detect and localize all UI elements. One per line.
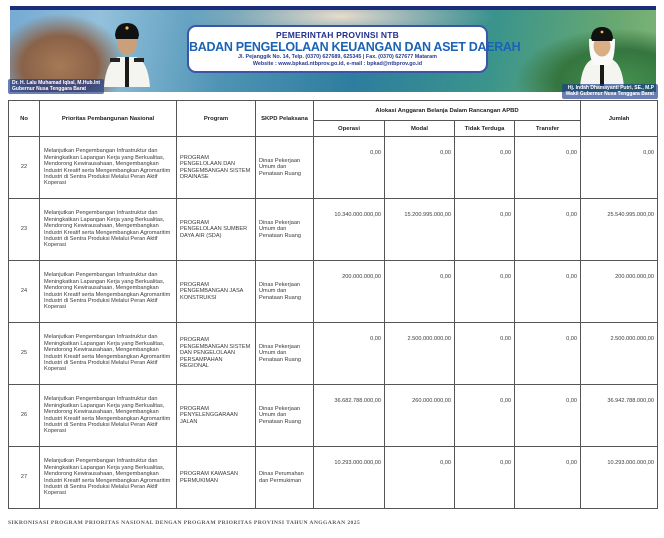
vice-governor-name: Hj. Indah Dhamayanti Putri, SE., M.P <box>567 84 654 91</box>
cell-no: 23 <box>9 199 40 261</box>
cell-transfer: 0,00 <box>515 447 581 509</box>
cell-modal: 0,00 <box>385 137 455 199</box>
cell-program: PROGRAM PENGEMBANGAN JASA KONSTRUKSI <box>177 261 256 323</box>
cell-tidak-terduga: 0,00 <box>455 137 515 199</box>
governor-figure-icon <box>98 15 156 87</box>
col-header-modal: Modal <box>385 121 455 137</box>
col-header-no: No <box>9 101 40 137</box>
cell-skpd: Dinas Pekerjaan Umum dan Penataan Ruang <box>256 323 314 385</box>
cell-prioritas: Melanjutkan Pengembangan Infrastruktur dan Meningkatkan Lapangan Kerja yang Berkualitas, Mendorong Kewirausahaan, Mengembangkan Industri Kreatif serta Mengembangkan Agromaritim Industri di Sentra Produksi Melalui Peran Aktif Koperasi <box>40 261 177 323</box>
cell-jumlah: 36.942.788.000,00 <box>581 385 658 447</box>
cell-tidak-terduga: 0,00 <box>455 261 515 323</box>
vice-governor-photo <box>576 19 628 92</box>
col-header-prioritas: Prioritas Pembangunan Nasional <box>40 101 177 137</box>
cell-no: 26 <box>9 385 40 447</box>
agency-website: Website : www.bpkad.ntbprov.go.id, e-mail : bpkad@ntbprov.go.id <box>252 60 423 67</box>
cell-prioritas: Melanjutkan Pengembangan Infrastruktur dan Meningkatkan Lapangan Kerja yang Berkualitas, Mendorong Kewirausahaan, Mengembangkan Industri Kreatif serta Mengembangkan Agromaritim Industri di Sentra Produksi Melalui Peran Aktif Koperasi <box>40 385 177 447</box>
col-header-transfer: Transfer <box>515 121 581 137</box>
cell-no: 22 <box>9 137 40 199</box>
cell-no: 24 <box>9 261 40 323</box>
cell-tidak-terduga: 0,00 <box>455 199 515 261</box>
budget-allocation-table <box>8 100 658 509</box>
cell-program: PROGRAM PENGELOLAAN SUMBER DAYA AIR (SDA) <box>177 199 256 261</box>
cell-jumlah: 0,00 <box>581 137 658 199</box>
col-header-tidak-terduga: Tidak Terduga <box>455 121 515 137</box>
cell-skpd: Dinas Pekerjaan Umum dan Penataan Ruang <box>256 137 314 199</box>
cell-no: 27 <box>9 447 40 509</box>
cell-modal: 15.200.995.000,00 <box>385 199 455 261</box>
agency-address: Jl. Pejanggik No. 14, Telp. (0370) 627689, 625345 | Fax. (0370) 627677 Mataram <box>238 54 437 60</box>
cell-program: PROGRAM KAWASAN PERMUKIMAN <box>177 447 256 509</box>
vice-governor-title: Wakil Gubernur Nusa Tenggara Barat <box>565 90 654 97</box>
cell-transfer: 0,00 <box>515 385 581 447</box>
cell-program: PROGRAM PENGELOLAAN DAN PENGEMBANGAN SISTEM DRAINASE <box>177 137 256 199</box>
cell-modal: 260.000.000,00 <box>385 385 455 447</box>
cell-prioritas: Melanjutkan Pengembangan Infrastruktur dan Meningkatkan Lapangan Kerja yang Berkualitas, Mendorong Kewirausahaan, Mengembangkan Industri Kreatif serta Mengembangkan Agromaritim Industri di Sentra Produksi Melalui Peran Aktif Koperasi <box>40 323 177 385</box>
cell-transfer: 0,00 <box>515 323 581 385</box>
cell-operasi: 10.293.000.000,00 <box>314 447 385 509</box>
cell-tidak-terduga: 0,00 <box>455 385 515 447</box>
table-row-26 <box>9 385 658 447</box>
cell-prioritas: Melanjutkan Pengembangan Infrastruktur dan Meningkatkan Lapangan Kerja yang Berkualitas, Mendorong Kewirausahaan, Mengembangkan Industri Kreatif serta Mengembangkan Agromaritim Industri di Sentra Produksi Melalui Peran Aktif Koperasi <box>40 447 177 509</box>
table-row-25 <box>9 323 658 385</box>
col-header-alokasi-group: Alokasi Anggaran Belanja Dalam Rancangan APBD <box>314 101 581 121</box>
table-row-23 <box>9 199 658 261</box>
cell-operasi: 200.000.000,00 <box>314 261 385 323</box>
cell-program: PROGRAM PENYELENGGARAAN JALAN <box>177 385 256 447</box>
cell-tidak-terduga: 0,00 <box>455 323 515 385</box>
budget-table-container <box>8 100 657 509</box>
cell-prioritas: Melanjutkan Pengembangan Infrastruktur dan Meningkatkan Lapangan Kerja yang Berkualitas, Mendorong Kewirausahaan, Mengembangkan Industri Kreatif serta Mengembangkan Agromaritim Industri di Sentra Produksi Melalui Peran Aktif Koperasi <box>40 199 177 261</box>
governor-caption <box>8 79 104 94</box>
cell-jumlah: 2.500.000.000,00 <box>581 323 658 385</box>
cell-operasi: 10.340.000.000,00 <box>314 199 385 261</box>
cell-modal: 2.500.000.000,00 <box>385 323 455 385</box>
cell-skpd: Dinas Pekerjaan Umum dan Penataan Ruang <box>256 261 314 323</box>
governor-photo <box>98 15 156 92</box>
col-header-operasi: Operasi <box>314 121 385 137</box>
cell-jumlah: 25.540.995.000,00 <box>581 199 658 261</box>
agency-name: BADAN PENGELOLAAN KEUANGAN DAN ASET DAERAH <box>189 40 521 54</box>
cell-skpd: Dinas Pekerjaan Umum dan Penataan Ruang <box>256 385 314 447</box>
cell-operasi: 0,00 <box>314 323 385 385</box>
cell-transfer: 0,00 <box>515 137 581 199</box>
cell-no: 25 <box>9 323 40 385</box>
cell-tidak-terduga: 0,00 <box>455 447 515 509</box>
cell-jumlah: 10.293.000.000,00 <box>581 447 658 509</box>
governor-name: Dr. H. Lalu Muhamad Iqbal, M.Hub.Int <box>12 79 101 86</box>
letterhead-box <box>187 25 521 73</box>
cell-prioritas: Melanjutkan Pengembangan Infrastruktur dan Meningkatkan Lapangan Kerja yang Berkualitas, Mendorong Kewirausahaan, Mengembangkan Industri Kreatif serta Mengembangkan Agromaritim Industri di Sentra Produksi Melalui Peran Aktif Koperasi <box>40 137 177 199</box>
table-row-24 <box>9 261 658 323</box>
cell-operasi: 0,00 <box>314 137 385 199</box>
cell-skpd: Dinas Perumahan dan Permukiman <box>256 447 314 509</box>
vice-governor-caption <box>562 84 658 99</box>
document-footer-note: SIKRONISASI PROGRAM PRIORITAS NASIONAL DENGAN PROGRAM PRIORITAS PROVINSI TAHUN ANGGARAN 2025 <box>8 520 361 526</box>
letterhead-banner <box>10 6 656 97</box>
vice-governor-figure-icon <box>576 19 628 87</box>
governor-title: Gubernur Nusa Tenggara Barat <box>12 85 87 92</box>
cell-transfer: 0,00 <box>515 261 581 323</box>
banner-top-strip <box>10 6 656 10</box>
cell-modal: 0,00 <box>385 447 455 509</box>
table-row-22 <box>9 137 658 199</box>
col-header-program: Program <box>177 101 256 137</box>
cell-jumlah: 200.000.000,00 <box>581 261 658 323</box>
cell-operasi: 36.682.788.000,00 <box>314 385 385 447</box>
table-row-27 <box>9 447 658 509</box>
cell-skpd: Dinas Pekerjaan Umum dan Penataan Ruang <box>256 199 314 261</box>
col-header-jumlah: Jumlah <box>581 101 658 137</box>
cell-modal: 0,00 <box>385 261 455 323</box>
col-header-skpd: SKPD Pelaksana <box>256 101 314 137</box>
cell-program: PROGRAM PENGEMBANGAN SISTEM DAN PENGELOLAAN PERSAMPAHAN REGIONAL <box>177 323 256 385</box>
government-name: PEMERINTAH PROVINSI NTB <box>276 30 399 40</box>
cell-transfer: 0,00 <box>515 199 581 261</box>
